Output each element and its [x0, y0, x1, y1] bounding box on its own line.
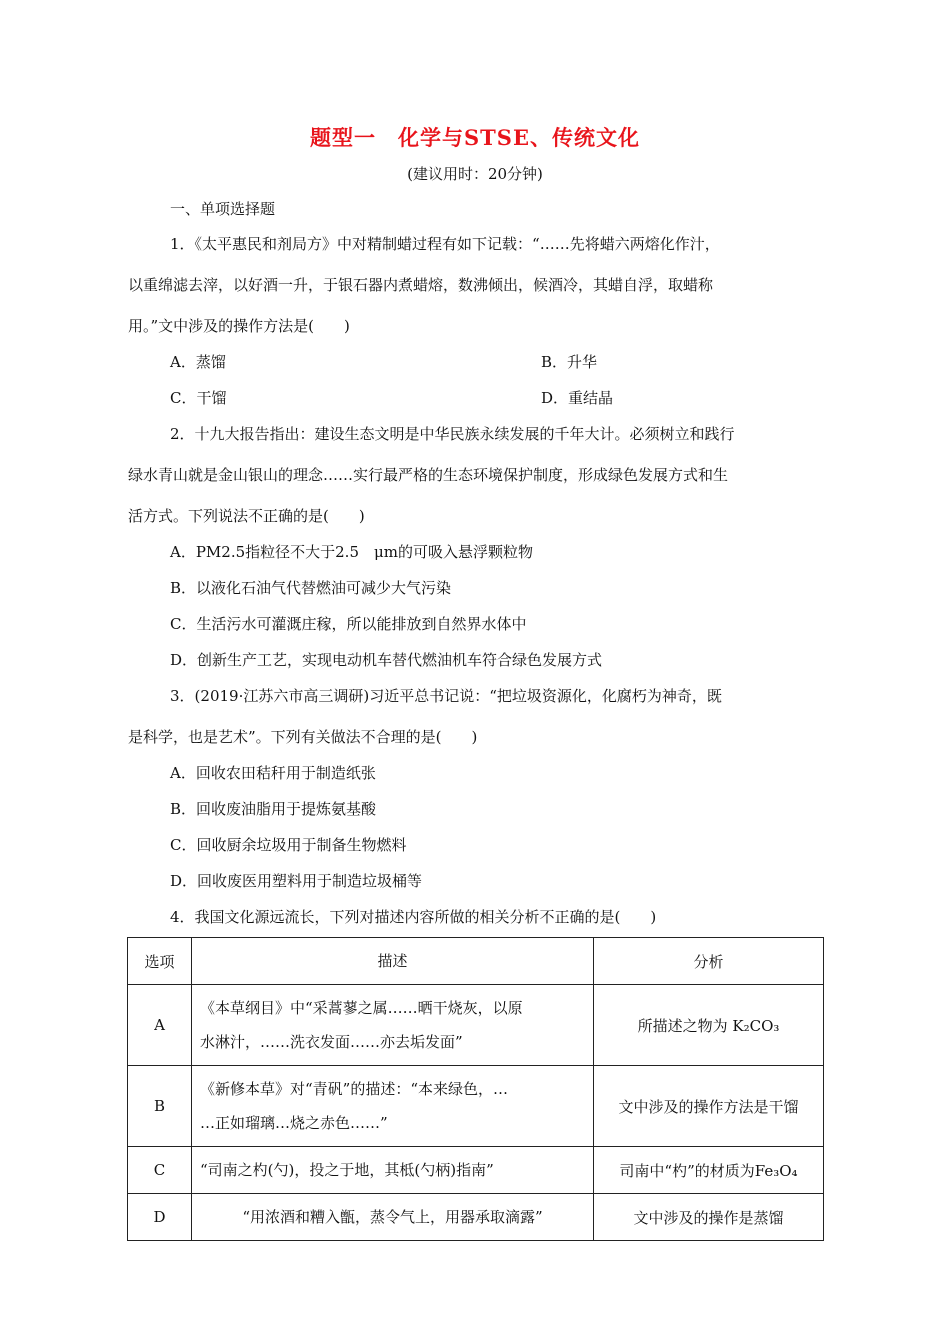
- table-header-row: [128, 938, 824, 985]
- question-3-line-2: 是科学，也是艺术”。下列有关做法不合理的是( ): [128, 728, 478, 746]
- question-1-line-1: 1．《太平惠民和剂局方》中对精制蜡过程有如下记载：“……先将蜡六两熔化作汁，: [170, 235, 720, 253]
- row-description-line: 《本草纲目》中“采蒿蓼之属……晒干烧灰，以原: [200, 999, 523, 1017]
- row-description: “司南之杓(勺)，投之于地，其柢(勺柄)指南”: [192, 1147, 594, 1194]
- question-2-option-a: A．PM2.5指粒径不大于2.5 μm的可吸入悬浮颗粒物: [170, 543, 533, 561]
- page-subtitle: (建议用时：20分钟): [407, 165, 543, 183]
- question-3-option-d: D．回收废医用塑料用于制造垃圾桶等: [170, 872, 423, 890]
- question-1-option-c: C．干馏: [170, 389, 227, 407]
- question-2-option-d: D．创新生产工艺，实现电动机车替代燃油机车符合绿色发展方式: [170, 651, 603, 669]
- row-description: “用浓酒和糟入甑，蒸令气上，用器承取滴露”: [192, 1194, 594, 1241]
- table-header-option: 选项: [128, 938, 192, 985]
- row-description: [192, 1066, 594, 1147]
- table-row: [128, 985, 824, 1066]
- row-analysis: 所描述之物为 K₂CO₃: [594, 985, 824, 1066]
- table-row: [128, 1066, 824, 1147]
- table-row: [128, 1147, 824, 1194]
- question-3-option-b: B．回收废油脂用于提炼氨基酸: [170, 800, 377, 818]
- question-2-option-b: B．以液化石油气代替燃油可减少大气污染: [170, 579, 452, 597]
- row-description-line: 水淋汁，……洗衣发面……亦去垢发面”: [200, 1033, 463, 1051]
- row-description: [192, 985, 594, 1066]
- question-2-line-1: 2．十九大报告指出：建设生态文明是中华民族永续发展的千年大计。必须树立和践行: [170, 425, 735, 443]
- row-analysis: 司南中“杓”的材质为Fe₃O₄: [594, 1147, 824, 1194]
- question-1-option-d: D．重结晶: [541, 389, 614, 407]
- question-2-option-c: C．生活污水可灌溉庄稼，所以能排放到自然界水体中: [170, 615, 527, 633]
- question-3-option-a: A．回收农田秸秆用于制造纸张: [170, 764, 376, 782]
- question-1-line-3: 用。”文中涉及的操作方法是( ): [128, 317, 350, 335]
- row-option: C: [128, 1147, 192, 1194]
- row-description-line: …正如瑠璃…烧之赤色……”: [200, 1114, 388, 1132]
- row-option: D: [128, 1194, 192, 1241]
- question-2-line-2: 绿水青山就是金山银山的理念……实行最严格的生态环境保护制度，形成绿色发展方式和生: [128, 466, 729, 484]
- table-header-analysis: 分析: [594, 938, 824, 985]
- row-option: A: [128, 985, 192, 1066]
- table-header-description: 描述: [192, 938, 594, 985]
- row-analysis: 文中涉及的操作方法是干馏: [594, 1066, 824, 1147]
- question-1-option-a: A．蒸馏: [170, 353, 226, 371]
- question-1-line-2: 以重绵滤去滓，以好酒一升，于银石器内煮蜡熔，数沸倾出，候酒冷，其蜡自浮，取蜡称: [128, 276, 714, 294]
- row-analysis: 文中涉及的操作是蒸馏: [594, 1194, 824, 1241]
- question-3-option-c: C．回收厨余垃圾用于制备生物燃料: [170, 836, 407, 854]
- row-option: B: [128, 1066, 192, 1147]
- question-4-line-1: 4．我国文化源远流长，下列对描述内容所做的相关分析不正确的是( ): [170, 908, 657, 926]
- table-row: [128, 1194, 824, 1241]
- page-title: 题型一 化学与STSE、传统文化: [310, 125, 640, 150]
- question-2-line-3: 活方式。下列说法不正确的是( ): [128, 507, 365, 525]
- row-description-line: 《新修本草》对“青矾”的描述：“本来绿色，…: [200, 1080, 509, 1098]
- question-1-option-b: B．升华: [541, 353, 598, 371]
- analysis-table: [127, 937, 824, 1241]
- section-heading: 一、单项选择题: [170, 200, 276, 218]
- question-3-line-1: 3．(2019·江苏六市高三调研)习近平总书记说：“把垃圾资源化，化腐朽为神奇，既: [170, 687, 722, 705]
